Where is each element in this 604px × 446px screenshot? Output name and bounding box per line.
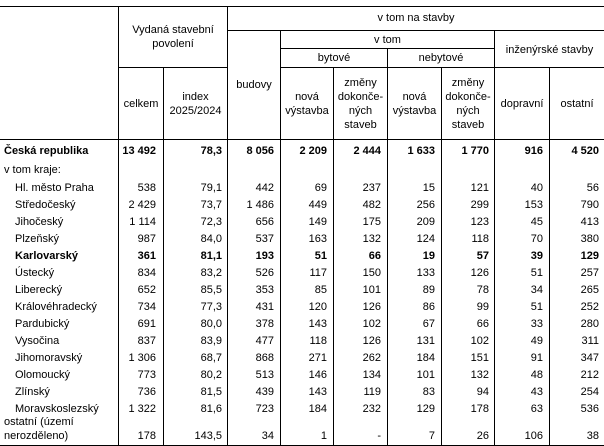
- cell-celkem: 538: [137, 182, 156, 194]
- cell-nova-vystavba-bytove: 1: [320, 430, 327, 442]
- cell-zmeny-bytove: 66: [368, 250, 381, 262]
- cell-index: 83,2: [200, 267, 222, 279]
- cell-index: 83,9: [200, 335, 222, 347]
- section-label-v-tom-kraje: v tom kraje:: [4, 164, 61, 176]
- cell-ostatni: 380: [580, 233, 599, 245]
- cell-nova-vystavba-nebytove: 86: [422, 301, 435, 313]
- cell-nova-vystavba-bytove: 184: [308, 403, 327, 415]
- cell-zmeny-bytove: 126: [362, 301, 381, 313]
- cell-celkem: 1 322: [128, 403, 156, 415]
- cell-index: 81,6: [200, 403, 222, 415]
- cell-dopravni: 106: [524, 430, 543, 442]
- cell-ostatni: 254: [580, 386, 599, 398]
- cell-ostatni: 265: [580, 284, 599, 296]
- cell-budovy: 513: [255, 369, 274, 381]
- row-label: Hl. město Praha: [15, 182, 94, 194]
- header-dopravni: dopravní: [500, 97, 544, 110]
- cell-zmeny-bytove: 232: [362, 403, 381, 415]
- cell-zmeny-bytove: 262: [362, 352, 381, 364]
- header-index: index 2025/2024: [169, 90, 222, 117]
- row-label: Středočeský: [15, 199, 76, 211]
- cell-nova-vystavba-bytove: 143: [308, 318, 327, 330]
- cell-celkem: 652: [137, 284, 156, 296]
- cell-nova-vystavba-nebytove: 124: [416, 233, 435, 245]
- cell-budovy: 8 056: [246, 145, 274, 157]
- cell-zmeny-nebytove: 126: [470, 267, 489, 279]
- table-top-border: [0, 6, 604, 7]
- cell-nova-vystavba-nebytove: 209: [416, 216, 435, 228]
- cell-zmeny-bytove: -: [377, 430, 381, 442]
- cell-nova-vystavba-bytove: 85: [314, 284, 327, 296]
- cell-nova-vystavba-bytove: 143: [308, 386, 327, 398]
- cell-celkem: 691: [137, 318, 156, 330]
- header-nebytove: nebytové: [418, 52, 464, 64]
- cell-dopravni: 43: [530, 386, 543, 398]
- cell-zmeny-nebytove: 151: [470, 352, 489, 364]
- cell-celkem: 734: [137, 301, 156, 313]
- row-label: Jihomoravský: [15, 352, 83, 364]
- cell-ostatni: 280: [580, 318, 599, 330]
- cell-celkem: 736: [137, 386, 156, 398]
- cell-nova-vystavba-bytove: 271: [308, 352, 327, 364]
- cell-dopravni: 39: [530, 250, 543, 262]
- cell-nova-vystavba-nebytove: 7: [428, 430, 435, 442]
- cell-nova-vystavba-bytove: 449: [308, 199, 327, 211]
- cell-nova-vystavba-nebytove: 129: [416, 403, 435, 415]
- cell-celkem: 1 306: [128, 352, 156, 364]
- cell-nova-vystavba-nebytove: 83: [422, 386, 435, 398]
- cell-zmeny-nebytove: 99: [476, 301, 489, 313]
- cell-dopravni: 51: [530, 267, 543, 279]
- cell-celkem: 837: [137, 335, 156, 347]
- cell-budovy: 442: [255, 182, 274, 194]
- cell-zmeny-nebytove: 118: [471, 233, 489, 245]
- cell-celkem: 178: [137, 430, 156, 442]
- header-bottom-border: [0, 139, 604, 140]
- cell-dopravni: 33: [530, 318, 543, 330]
- row-label: Jihočeský: [15, 216, 64, 228]
- cell-dopravni: 91: [530, 352, 543, 364]
- cell-zmeny-bytove: 237: [362, 182, 381, 194]
- cell-nova-vystavba-bytove: 146: [308, 369, 327, 381]
- cell-zmeny-nebytove: 57: [476, 250, 489, 262]
- header-v-tom: v tom: [374, 33, 401, 46]
- row-label: Olomoucký: [15, 369, 71, 381]
- cell-celkem: 361: [137, 250, 156, 262]
- cell-zmeny-bytove: 134: [362, 369, 381, 381]
- cell-celkem: 13 492: [122, 145, 156, 157]
- cell-dopravni: 48: [530, 369, 543, 381]
- cell-budovy: 378: [255, 318, 274, 330]
- cell-nova-vystavba-nebytove: 133: [416, 267, 435, 279]
- cell-budovy: 439: [255, 386, 274, 398]
- cell-budovy: 193: [255, 250, 274, 262]
- cell-index: 78,3: [200, 145, 222, 157]
- cell-nova-vystavba-nebytove: 101: [416, 369, 435, 381]
- cell-index: 85,5: [200, 284, 222, 296]
- cell-index: 143,5: [194, 430, 222, 442]
- cell-budovy: 723: [255, 403, 274, 415]
- cell-zmeny-nebytove: 78: [476, 284, 489, 296]
- row-label: Vysočina: [15, 335, 60, 347]
- cell-ostatni: 413: [580, 216, 599, 228]
- cell-zmeny-nebytove: 299: [470, 199, 489, 211]
- header-nova-vystavba-bytove: nová výstavba: [285, 90, 329, 117]
- cell-dopravni: 40: [530, 182, 543, 194]
- header-celkem: celkem: [123, 97, 159, 110]
- cell-ostatni: 212: [580, 369, 599, 381]
- cell-celkem: 987: [137, 233, 156, 245]
- cell-nova-vystavba-bytove: 163: [308, 233, 327, 245]
- cell-celkem: 834: [137, 267, 156, 279]
- cell-budovy: 477: [255, 335, 274, 347]
- cell-nova-vystavba-nebytove: 256: [416, 199, 435, 211]
- cell-nova-vystavba-bytove: 51: [314, 250, 327, 262]
- cell-dopravni: 70: [530, 233, 543, 245]
- cell-index: 80,0: [200, 318, 222, 330]
- cell-ostatni: 790: [580, 199, 599, 211]
- cell-zmeny-nebytove: 1 770: [461, 145, 489, 157]
- cell-dopravni: 63: [530, 403, 543, 415]
- cell-budovy: 868: [255, 352, 274, 364]
- cell-zmeny-nebytove: 132: [470, 369, 489, 381]
- header-vydana-povoleni: Vydaná stavební povolení: [132, 24, 214, 50]
- cell-dopravni: 51: [530, 301, 543, 313]
- cell-nova-vystavba-bytove: 120: [308, 301, 327, 313]
- cell-dopravni: 34: [530, 284, 543, 296]
- header-bytove: bytové: [317, 52, 351, 64]
- cell-celkem: 2 429: [128, 199, 156, 211]
- cell-index: 79,1: [200, 182, 222, 194]
- row-label: Ústecký: [15, 267, 55, 279]
- cell-zmeny-bytove: 482: [362, 199, 381, 211]
- cell-ostatni: 257: [580, 267, 599, 279]
- cell-ostatni: 311: [581, 335, 599, 347]
- cell-ostatni: 4 520: [571, 145, 599, 157]
- cell-nova-vystavba-nebytove: 1 633: [407, 145, 435, 157]
- cell-nova-vystavba-bytove: 149: [308, 216, 327, 228]
- cell-nova-vystavba-bytove: 117: [309, 267, 327, 279]
- header-v-tom-na-stavby: v tom na stavby: [377, 12, 455, 24]
- cell-zmeny-bytove: 175: [362, 216, 381, 228]
- cell-nova-vystavba-nebytove: 89: [422, 284, 435, 296]
- cell-budovy: 1 486: [246, 199, 274, 211]
- cell-index: 81,5: [200, 386, 222, 398]
- header-ostatni: ostatní: [560, 97, 594, 110]
- cell-nova-vystavba-bytove: 69: [314, 182, 327, 194]
- cell-index: 68,7: [200, 352, 222, 364]
- cell-ostatni: 536: [580, 403, 599, 415]
- row-label: Moravskoslezský: [15, 403, 99, 415]
- cell-nova-vystavba-bytove: 2 209: [299, 145, 327, 157]
- cell-zmeny-bytove: 126: [362, 335, 381, 347]
- cell-zmeny-bytove: 150: [362, 267, 381, 279]
- cell-dopravni: 49: [530, 335, 543, 347]
- cell-dopravni: 916: [524, 145, 543, 157]
- cell-zmeny-nebytove: 178: [470, 403, 489, 415]
- cell-index: 80,2: [200, 369, 222, 381]
- cell-ostatni: 252: [580, 301, 599, 313]
- cell-budovy: 353: [255, 284, 274, 296]
- cell-budovy: 431: [255, 301, 274, 313]
- cell-zmeny-nebytove: 102: [470, 335, 489, 347]
- header-nova-vystavba-nebytove: nová výstavba: [392, 90, 437, 117]
- cell-zmeny-bytove: 2 444: [353, 145, 381, 157]
- header-budovy: budovy: [236, 79, 272, 91]
- cell-nova-vystavba-nebytove: 67: [422, 318, 435, 330]
- cell-budovy: 656: [255, 216, 274, 228]
- cell-ostatni: 347: [580, 352, 599, 364]
- cell-dopravni: 153: [524, 199, 543, 211]
- cell-zmeny-bytove: 119: [363, 386, 381, 398]
- row-label: Pardubický: [15, 318, 70, 330]
- cell-budovy: 526: [255, 267, 274, 279]
- row-label: Plzeňský: [15, 233, 60, 245]
- cell-zmeny-nebytove: 123: [470, 216, 489, 228]
- cell-index: 73,7: [200, 199, 222, 211]
- row-label: ostatní (území nerozděleno): [4, 416, 74, 442]
- cell-nova-vystavba-nebytove: 15: [422, 182, 435, 194]
- cell-index: 72,3: [200, 216, 222, 228]
- cell-index: 77,3: [200, 301, 222, 313]
- cell-budovy: 34: [261, 430, 274, 442]
- cell-nova-vystavba-nebytove: 131: [416, 335, 435, 347]
- row-label: Královéhradecký: [15, 301, 97, 313]
- cell-zmeny-bytove: 101: [362, 284, 381, 296]
- cell-ostatni: 56: [586, 182, 599, 194]
- cell-zmeny-nebytove: 66: [476, 318, 489, 330]
- cell-zmeny-nebytove: 26: [476, 430, 489, 442]
- cell-zmeny-bytove: 102: [362, 318, 381, 330]
- header-zmeny-nebytove: změny dokonče-ných staveb: [445, 76, 491, 131]
- cell-nova-vystavba-nebytove: 184: [416, 352, 435, 364]
- header-inzenyrske-stavby: inženýrské stavby: [505, 44, 594, 56]
- cell-ostatni: 129: [580, 250, 599, 262]
- cell-zmeny-nebytove: 94: [476, 386, 489, 398]
- cell-index: 81,1: [200, 250, 222, 262]
- cell-budovy: 537: [255, 233, 274, 245]
- cell-ostatni: 38: [586, 430, 599, 442]
- cell-nova-vystavba-nebytove: 19: [422, 250, 435, 262]
- cell-nova-vystavba-bytove: 118: [309, 335, 327, 347]
- cell-index: 84,0: [200, 233, 222, 245]
- cell-celkem: 773: [137, 369, 156, 381]
- row-label: Liberecký: [15, 284, 63, 296]
- cell-dopravni: 45: [530, 216, 543, 228]
- row-label: Karlovarský: [15, 250, 78, 262]
- cell-celkem: 1 114: [129, 216, 156, 228]
- cell-zmeny-nebytove: 121: [470, 182, 489, 194]
- cell-zmeny-bytove: 132: [362, 233, 381, 245]
- row-label: Česká republika: [4, 145, 89, 157]
- row-label: Zlínský: [15, 386, 50, 398]
- header-zmeny-bytove: změny dokonče-ných staveb: [337, 76, 384, 131]
